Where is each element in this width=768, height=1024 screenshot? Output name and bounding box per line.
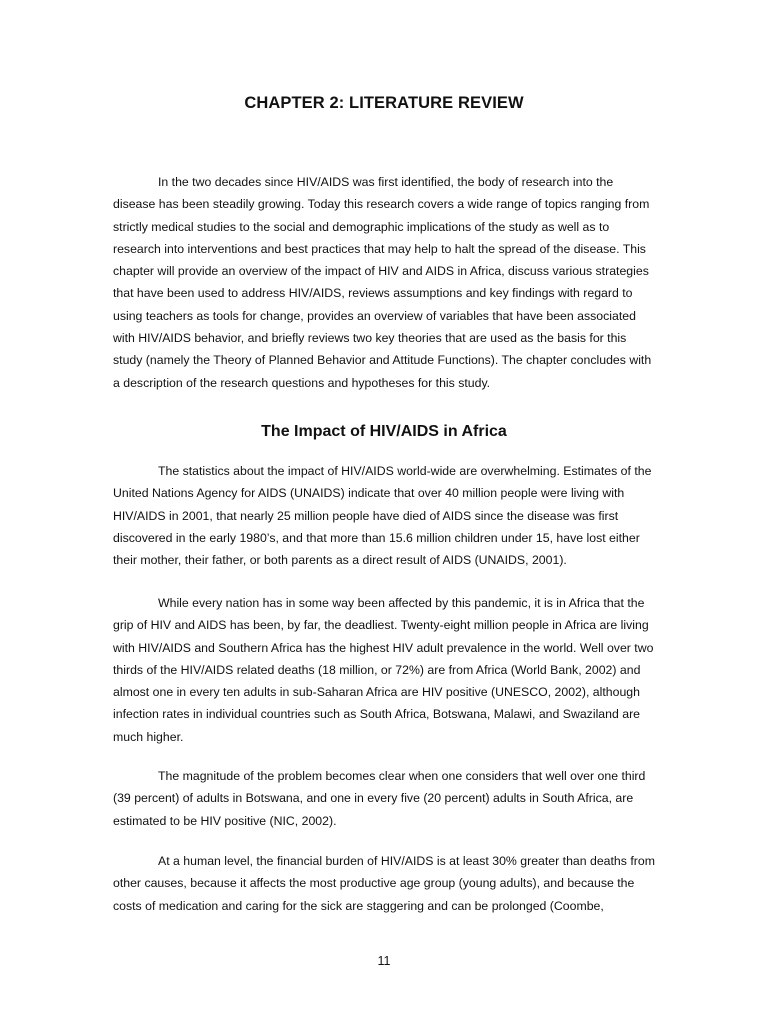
section-paragraph: At a human level, the financial burden of HIV/AIDS is at least 30% greater than deaths from other causes, because it affects the most productive age group (young adults), and because the costs of medication and caring for the sick are staggering and can be prolonged (Coombe,	[113, 854, 655, 913]
section-paragraph: While every nation has in some way been affected by this pandemic, it is in Africa that the grip of HIV and AIDS has been, by far, the deadliest. Twenty-eight million people in Africa are living with HIV/AIDS and Southern Africa has the highest HIV adult prevalence in the world. Well over two thirds of the HIV/AIDS related deaths (18 million, or 72%) are from Africa (World Bank, 2002) and almost one in every ten adults in sub-Saharan Africa are HIV positive (UNESCO, 2002), although infection rates in individual countries such as South Africa, Botswana, Malawi, and Swaziland are much higher.	[113, 596, 654, 744]
section-paragraph: The statistics about the impact of HIV/AIDS world-wide are overwhelming. Estimates of the United Nations Agency for AIDS (UNAIDS) indicate that over 40 million people were living with HIV/AIDS in 2001, that nearly 25 million people have died of AIDS since the disease was first discovered in the early 1980’s, and that more than 15.6 million children under 15, have lost either their mother, their father, or both parents as a direct result of AIDS (UNAIDS, 2001).	[113, 464, 652, 568]
section-body-2	[113, 592, 656, 748]
page-number: 11	[377, 954, 391, 968]
section-body-3	[113, 765, 656, 832]
section-body-1	[113, 460, 656, 571]
section-body-4	[113, 850, 656, 917]
intro-section	[113, 171, 656, 394]
chapter-title: CHAPTER 2: LITERATURE REVIEW	[244, 94, 524, 112]
section-heading: The Impact of HIV/AIDS in Africa	[261, 423, 507, 440]
intro-paragraph: In the two decades since HIV/AIDS was first identified, the body of research into the disease has been steadily growing. Today this research covers a wide range of topics ranging from strictly medical studies to the social and demographic implications of the study as well as to research into interventions and best practices that may help to halt the spread of the disease. This chapter will provide an overview of the impact of HIV and AIDS in Africa, discuss various strategies that have been used to address HIV/AIDS, reviews assumptions and key findings with regard to using teachers as tools for change, provides an overview of variables that have been associated with HIV/AIDS behavior, and briefly reviews two key theories that are used as the basis for this study (namely the Theory of Planned Behavior and Attitude Functions). The chapter concludes with a description of the research questions and hypotheses for this study.	[113, 175, 652, 390]
section-paragraph: The magnitude of the problem becomes clear when one considers that well over one third (39 percent) of adults in Botswana, and one in every five (20 percent) adults in South Africa, are estimated to be HIV positive (NIC, 2002).	[113, 769, 646, 828]
